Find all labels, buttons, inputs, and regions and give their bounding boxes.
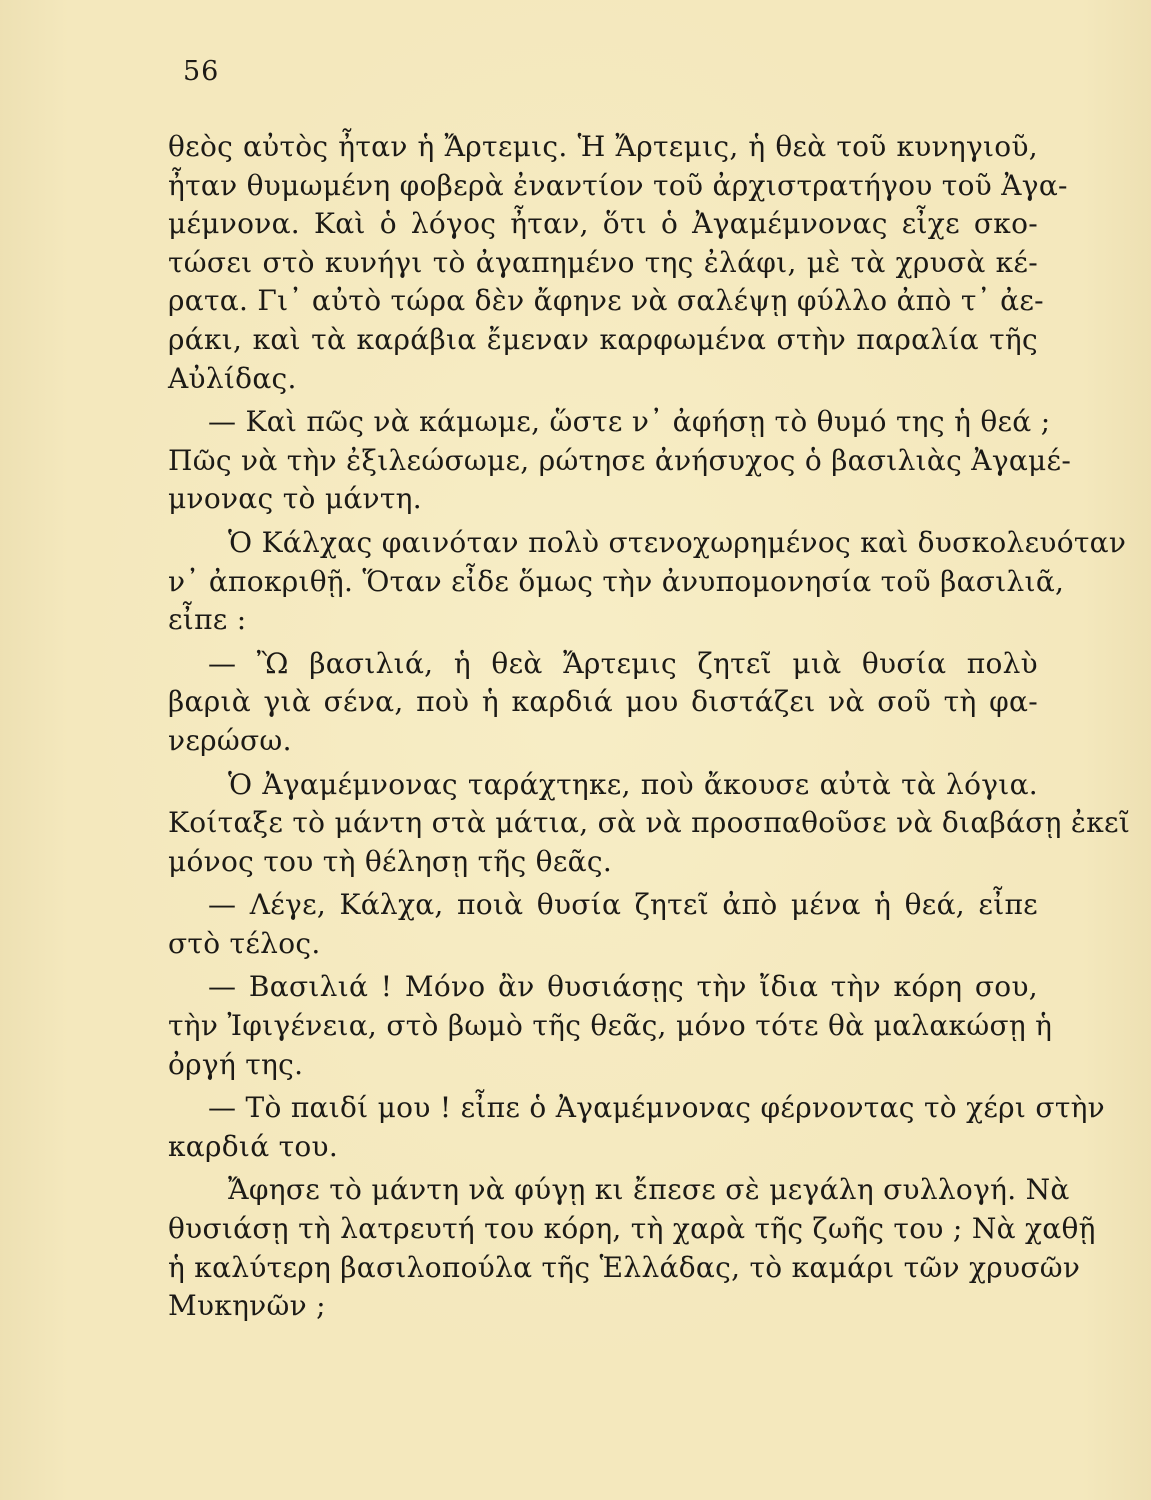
dialogue-line: — Λέγε, Κάλχα, ποιὰ θυσία ζητεῖ ἀπὸ μένα ἡ θεά, εἶπε	[208, 888, 1038, 922]
text-line: μνονας τὸ μάντη.	[168, 482, 422, 516]
text-line: θυσιάσῃ τὴ λατρευτή του κόρη, τὴ χαρὰ τῆς ζωῆς του ; Νὰ χαθῇ	[168, 1212, 1096, 1246]
text-line: ὀργή της.	[168, 1047, 304, 1081]
text-line: ράκι, καὶ τὰ καράβια ἔμεναν καρφωμένα στὴν παραλία τῆς	[168, 322, 1038, 356]
text-line: Αὐλίδας.	[168, 361, 297, 395]
text-line: ἡ καλύτερη βασιλοπούλα τῆς Ἑλλάδας, τὸ καμάρι τῶν χρυσῶν	[168, 1250, 1081, 1284]
dialogue-line: — Ὢ βασιλιά, ἡ θεὰ Ἄρτεμις ζητεῖ μιὰ θυσία πολὺ	[208, 646, 1038, 680]
text-line: στὸ τέλος.	[168, 926, 321, 960]
dialogue-line: — Τὸ παιδί μου ! εἶπε ὁ Ἀγαμέμνονας φέρνοντας τὸ χέρι στὴν	[208, 1091, 1106, 1125]
text-line: τὴν Ἰφιγένεια, στὸ βωμὸ τῆς θεᾶς, μόνο τότε θὰ μαλακώσῃ ἡ	[168, 1009, 1053, 1043]
paragraph-start: Ὁ Κάλχας φαινόταν πολὺ στενοχωρημένος καὶ δυσκολευόταν	[228, 525, 1127, 559]
page-number: 56	[183, 56, 220, 87]
text-line: τώσει στὸ κυνήγι τὸ ἀγαπημένο της ἐλάφι, μὲ τὰ χρυσὰ κέ-	[168, 245, 1038, 279]
paragraph-start: Ὁ Ἀγαμέμνονας ταράχτηκε, ποὺ ἄκουσε αὐτὰ τὰ λόγια.	[228, 767, 1038, 801]
text-line: ρατα. Γι᾿ αὐτὸ τώρα δὲν ἄφηνε νὰ σαλέψῃ φύλλο ἀπὸ τ᾿ ἀε-	[168, 284, 1044, 318]
text-line: νερώσω.	[168, 723, 292, 757]
text-line: μόνος του τὴ θέλησῃ τῆς θεᾶς.	[168, 844, 613, 878]
text-line: Κοίταξε τὸ μάντη στὰ μάτια, σὰ νὰ προσπαθοῦσε νὰ διαβάσῃ ἐκεῖ	[168, 806, 1131, 840]
body-text	[168, 128, 1131, 1326]
dialogue-line: — Καὶ πῶς νὰ κάμωμε, ὥστε ν᾿ ἀφήσῃ τὸ θυμό της ἡ θεά ;	[208, 405, 1051, 439]
text-line: Πῶς νὰ τὴν ἐξιλεώσωμε, ρώτησε ἀνήσυχος ὁ βασιλιὰς Ἀγαμέ-	[168, 443, 1072, 477]
text-line: καρδιά του.	[168, 1129, 339, 1163]
text-line: ἦταν θυμωμένη φοβερὰ ἐναντίον τοῦ ἀρχιστρατήγου τοῦ Ἀγα-	[168, 168, 1068, 202]
paragraph-start: Ἄφησε τὸ μάντη νὰ φύγῃ κι ἔπεσε σὲ μεγάλη συλλογή. Νὰ	[228, 1173, 1070, 1207]
text-line: Μυκηνῶν ;	[168, 1289, 326, 1323]
text-line: μέμνονα. Καὶ ὁ λόγος ἦταν, ὅτι ὁ Ἀγαμέμνονας εἶχε σκο-	[168, 207, 1038, 241]
text-line: βαριὰ γιὰ σένα, ποὺ ἡ καρδιά μου διστάζει νὰ σοῦ τὴ φα-	[168, 685, 1038, 719]
text-line: εἶπε :	[168, 603, 247, 637]
text-line: θεὸς αὐτὸς ἦταν ἡ Ἄρτεμις. Ἡ Ἄρτεμις, ἡ θεὰ τοῦ κυνηγιοῦ,	[168, 130, 1038, 163]
text-line: ν᾿ ἀποκριθῇ. Ὅταν εἶδε ὅμως τὴν ἀνυπομονησία τοῦ βασιλιᾶ,	[168, 564, 1065, 598]
dialogue-line: — Βασιλιά ! Μόνο ἂν θυσιάσῃς τὴν ἴδια τὴν κόρη σου,	[208, 970, 1038, 1004]
